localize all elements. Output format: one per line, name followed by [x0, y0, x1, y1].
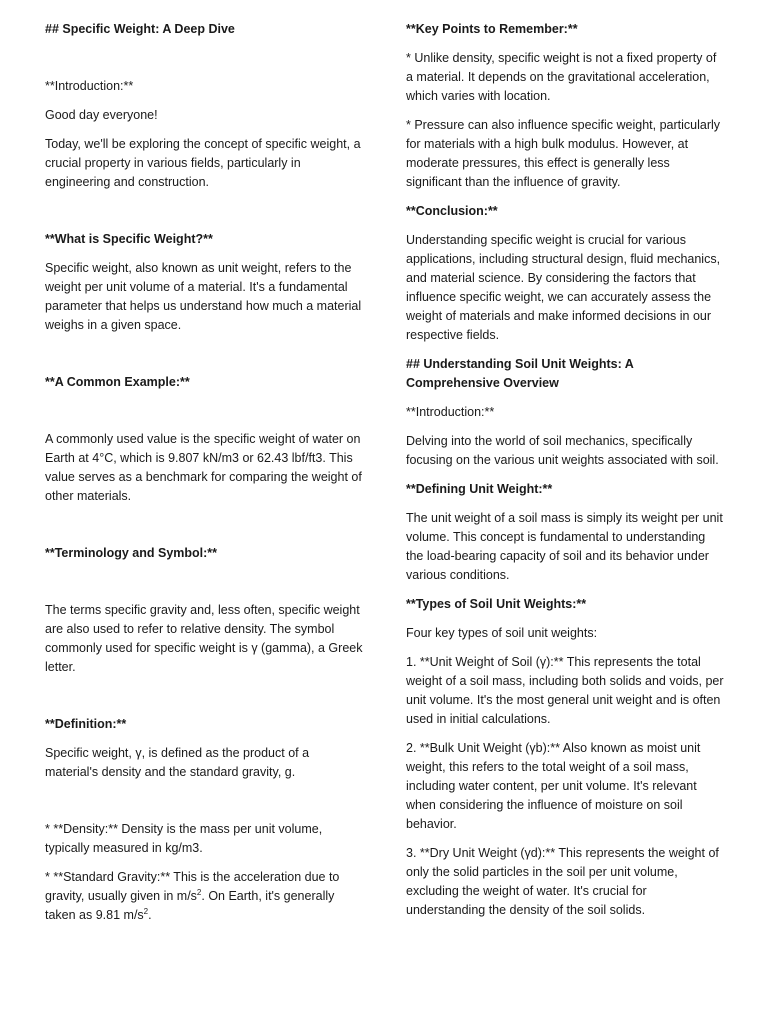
soil-section-title: ## Understanding Soil Unit Weights: A Comprehensive Overview — [406, 357, 634, 390]
document-title: ## Specific Weight: A Deep Dive — [45, 22, 235, 36]
gravity-period: . — [148, 908, 152, 922]
example-paragraph: A commonly used value is the specific weight of water on Earth at 4°C, which is 9.807 kN/m3 or 62.43 lbf/ft3. This value serves as a benchmark for comparing the weight of other materials. — [45, 432, 362, 503]
definition-paragraph: Specific weight, γ, is defined as the product of a material's density and the standard gravity, g. — [45, 746, 310, 779]
what-heading: **What is Specific Weight?** — [45, 232, 213, 246]
type-item-2: 2. **Bulk Unit Weight (γb):** Also known as moist unit weight, this refers to the total weight of a soil mass, including water content, per unit volume. It's relevant when considering the influence of moisture on soil behavior. — [406, 741, 701, 831]
defining-heading: **Defining Unit Weight:** — [406, 482, 553, 496]
key-point-2: * Pressure can also influence specific weight, particularly for materials with a high bulk modulus. However, at moderate pressures, this effect is generally less significant than the influence of gravity. — [406, 118, 721, 189]
type-item-1: 1. **Unit Weight of Soil (γ):** This represents the total weight of a soil mass, including both solids and voids, per unit volume. It's the most general unit weight and is often used in initial calculations. — [406, 655, 724, 726]
soil-intro-paragraph: Delving into the world of soil mechanics, specifically focusing on the various unit weights associated with soil. — [406, 434, 719, 467]
intro-heading: **Introduction:** — [45, 79, 134, 93]
definition-heading: **Definition:** — [45, 717, 127, 731]
what-paragraph: Specific weight, also known as unit weight, refers to the weight per unit volume of a material. It's a fundamental parameter that helps us understand how much a material weighs in a given space. — [45, 261, 362, 332]
superscript-b: 2 — [143, 906, 149, 916]
terminology-paragraph: The terms specific gravity and, less often, specific weight are also used to refer to relative density. The symbol commonly used for specific weight is γ (gamma), a Greek letter. — [45, 603, 363, 674]
density-bullet: * **Density:** Density is the mass per unit volume, typically measured in kg/m3. — [45, 822, 323, 855]
right-column — [406, 20, 724, 920]
key-points-heading: **Key Points to Remember:** — [406, 22, 578, 36]
greeting-paragraph: Good day everyone! — [45, 108, 158, 122]
left-column — [45, 20, 363, 925]
gravity-text-a: * **Standard Gravity:** This is the acceleration due to gravity, usually given in m/s — [45, 870, 340, 903]
intro-paragraph: Today, we'll be exploring the concept of specific weight, a crucial property in various fields, particularly in engineering and construction. — [45, 137, 361, 189]
terminology-heading: **Terminology and Symbol:** — [45, 546, 218, 560]
example-heading: **A Common Example:** — [45, 375, 190, 389]
gravity-text-b: . On Earth, it's generally taken as 9.81 m/s — [45, 889, 335, 922]
superscript-a: 2 — [196, 887, 202, 897]
key-point-1: * Unlike density, specific weight is not a fixed property of a material. It depends on the gravitational acceleration, which varies with location. — [406, 51, 717, 103]
conclusion-heading: **Conclusion:** — [406, 204, 498, 218]
gravity-bullet — [45, 868, 363, 925]
types-intro: Four key types of soil unit weights: — [406, 626, 598, 640]
types-heading: **Types of Soil Unit Weights:** — [406, 597, 587, 611]
defining-paragraph: The unit weight of a soil mass is simply its weight per unit volume. This concept is fundamental to understanding the load-bearing capacity of soil and its behavior under various conditions. — [406, 511, 723, 582]
soil-intro-heading: **Introduction:** — [406, 405, 495, 419]
conclusion-paragraph: Understanding specific weight is crucial for various applications, including structural design, fluid mechanics, and material science. By considering the factors that influence specific weight, we can accurately assess the weight of materials and make informed decisions in our respective fields. — [406, 233, 721, 342]
type-item-3: 3. **Dry Unit Weight (γd):** This represents the weight of only the solid particles in the soil per unit volume, excluding the weight of water. It's crucial for understanding the density of the soil solids. — [406, 846, 719, 917]
